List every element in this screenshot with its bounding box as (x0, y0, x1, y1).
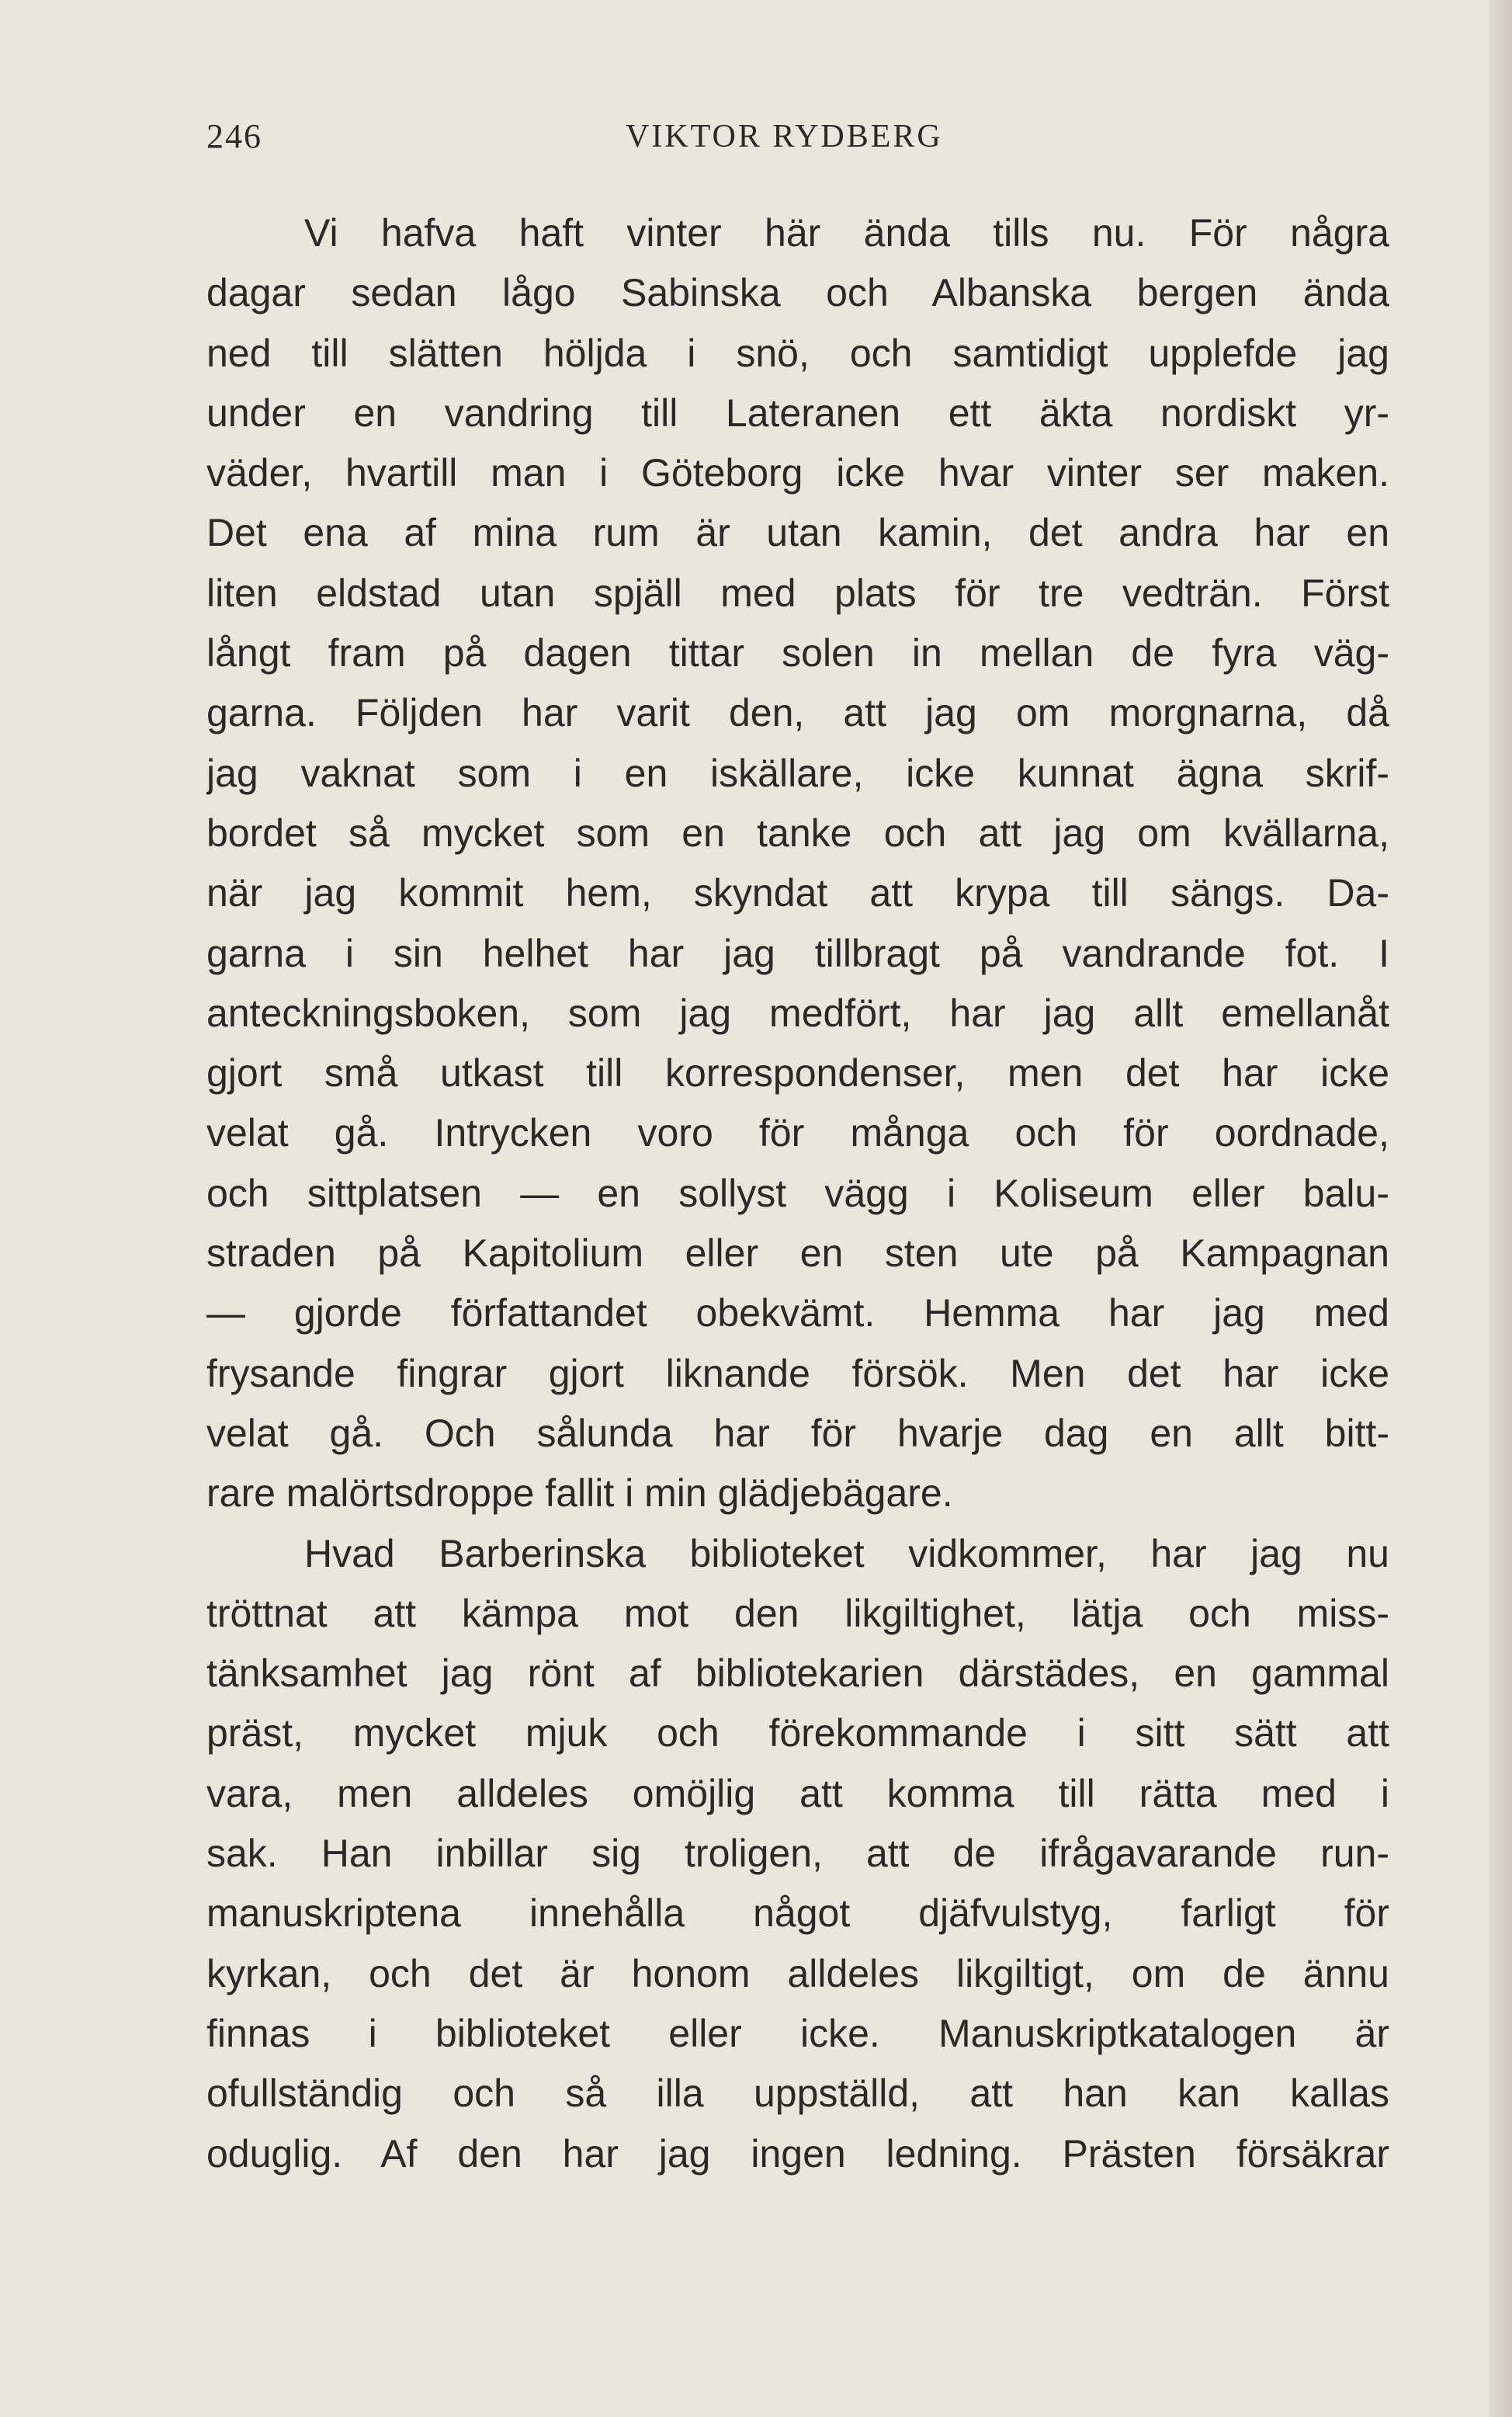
text-line: bordet så mycket som en tanke och att jag om kvällarna, (206, 811, 1389, 855)
text-line: tänksamhet jag rönt af bibliotekarien därstädes, en gammal (206, 1651, 1389, 1696)
text-line: sak. Han inbillar sig troligen, att de ifrågavarande run- (206, 1832, 1389, 1876)
text-line: liten eldstad utan spjäll med plats för tre vedträn. Först (206, 571, 1389, 615)
text-line: frysande fingrar gjort liknande försök. Men det har icke (206, 1351, 1389, 1395)
text-line: långt fram på dagen tittar solen in mellan de fyra väg- (206, 631, 1389, 675)
text-line: präst, mycket mjuk och förekommande i sitt sätt att (206, 1711, 1389, 1755)
text-line: ofullständig och så illa uppställd, att han kan kallas (206, 2071, 1389, 2116)
text-line: velat gå. Och sålunda har för hvarje dag en allt bitt- (206, 1411, 1389, 1455)
text-line: oduglig. Af den har jag ingen ledning. Prästen försäkrar (206, 2131, 1389, 2176)
text-line: garna i sin helhet har jag tillbragt på vandrande fot. I (206, 931, 1389, 975)
text-line: garna. Följden har varit den, att jag om morgnarna, då (206, 691, 1389, 735)
page-number: 246 (206, 117, 262, 155)
text-line: gjort små utkast till korrespondenser, men det har icke (206, 1051, 1389, 1096)
text-line: rare malörtsdroppe fallit i min glädjebägare. (206, 1471, 953, 1516)
text-line: jag vaknat som i en iskällare, icke kunnat ägna skrif- (206, 751, 1389, 795)
text-line: Det ena af mina rum är utan kamin, det andra har en (206, 511, 1389, 555)
text-line: anteckningsboken, som jag medfört, har jag allt emellanåt (206, 991, 1389, 1035)
running-head: VIKTOR RYDBERG (626, 119, 943, 155)
text-line: — gjorde författandet obekvämt. Hemma har jag med (206, 1291, 1389, 1335)
body-text (206, 203, 1389, 2184)
text-line: och sittplatsen — en sollyst vägg i Koliseum eller balu- (206, 1171, 1389, 1215)
text-line: vara, men alldeles omöjlig att komma till rätta med i (206, 1771, 1389, 1815)
text-line: kyrkan, och det är honom alldeles likgiltigt, om de ännu (206, 1951, 1389, 1995)
page-edge-shadow (1489, 0, 1512, 2417)
text-line: under en vandring till Lateranen ett äkta nordiskt yr- (206, 391, 1389, 435)
page-header (206, 116, 1389, 163)
text-line: Hvad Barberinska biblioteket vidkommer, har jag nu (304, 1531, 1389, 1575)
text-line: finnas i biblioteket eller icke. Manuskriptkatalogen är (206, 2011, 1389, 2055)
text-line: dagar sedan lågo Sabinska och Albanska bergen ända (206, 271, 1389, 315)
text-line: velat gå. Intrycken voro för många och för oordnade, (206, 1111, 1389, 1155)
text-line: Vi hafva haft vinter här ända tills nu. För några (304, 211, 1389, 255)
text-line: straden på Kapitolium eller en sten ute på Kampagnan (206, 1231, 1389, 1276)
text-line: manuskriptena innehålla något djäfvulstyg, farligt för (206, 1891, 1389, 1936)
text-line: när jag kommit hem, skyndat att krypa till sängs. Da- (206, 871, 1389, 915)
text-line: tröttnat att kämpa mot den likgiltighet, lätja och miss- (206, 1591, 1389, 1635)
text-line: ned till slätten höljda i snö, och samtidigt upplefde jag (206, 331, 1389, 375)
text-line: väder, hvartill man i Göteborg icke hvar vinter ser maken. (206, 451, 1389, 495)
